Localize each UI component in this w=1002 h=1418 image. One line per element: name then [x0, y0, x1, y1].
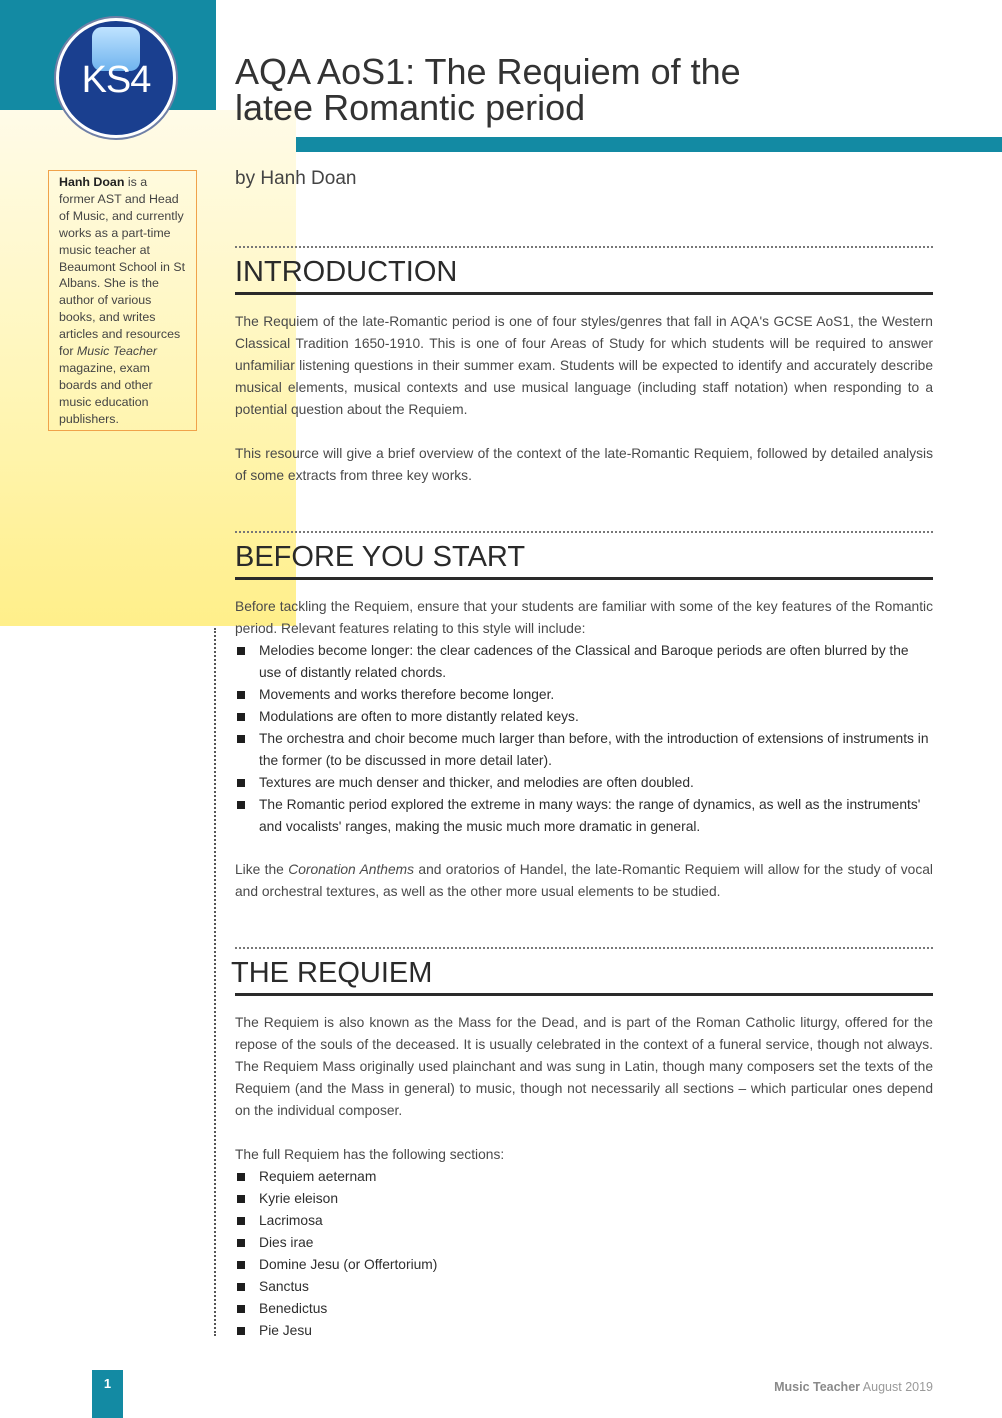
section-divider — [235, 531, 933, 533]
closing-text: Like the — [235, 862, 289, 877]
list-item: Pie Jesu — [235, 1320, 933, 1342]
closing-text-end: and oratorios of Handel, the late-Romantic Requiem will allow for the study of vocal and orchestral textures, as well as the other more usual elements to be studied. — [235, 862, 933, 899]
heading-rule — [235, 292, 933, 295]
section-heading: BEFORE YOU START — [235, 541, 526, 573]
title-line-2: latee Romantic period — [235, 87, 586, 128]
section-divider — [235, 246, 933, 248]
heading-rule — [235, 577, 933, 580]
coronation-anthems: Coronation Anthems — [288, 862, 415, 877]
footer-credit — [774, 1380, 933, 1394]
heading-rule — [235, 993, 933, 996]
list-item: Requiem aeternam — [235, 1166, 933, 1188]
requiem-paragraph-1: The Requiem is also known as the Mass for the Dead, and is part of the Roman Catholic liturgy, offered for the repose of the souls of the deceased. It is usually celebrated in the context of a funeral service, though not always. The Requiem Mass originally used plainchant and was sung in Latin, though many composers set the texts of the Requiem (and the Mass in general) to music, though not necessarily all sections – which particular ones depend on the individual composer. — [235, 1015, 933, 1118]
byline: by Hanh Doan — [235, 168, 357, 189]
section-the-requiem — [231, 947, 933, 1342]
magazine-name: Music Teacher — [774, 1380, 861, 1394]
before-closing — [235, 859, 933, 903]
page-title — [235, 51, 935, 128]
badge-label: KS4 — [81, 59, 151, 101]
list-item: Domine Jesu (or Offertorium) — [235, 1254, 933, 1276]
intro-paragraph-2: This resource will give a brief overview of the context of the late-Romantic Requiem, followed by detailed analysis of some extracts from three key works. — [235, 446, 933, 483]
author-bio-box — [48, 170, 197, 431]
requiem-sections-list — [235, 1166, 933, 1342]
list-item: Modulations are often to more distantly related keys. — [235, 706, 933, 728]
section-before-you-start — [235, 531, 933, 903]
list-item: Movements and works therefore become longer. — [235, 684, 933, 706]
list-item: Sanctus — [235, 1276, 933, 1298]
list-item: Kyrie eleison — [235, 1188, 933, 1210]
page-number: 1 — [92, 1370, 123, 1418]
list-item: Textures are much denser and thicker, and melodies are often doubled. — [235, 772, 933, 794]
title-line-1: AQA AoS1: The Requiem of the — [235, 51, 741, 92]
author-bio-text-end: magazine, exam boards and other music education publishers. — [59, 360, 153, 426]
list-item: Benedictus — [235, 1298, 933, 1320]
section-heading: INTRODUCTION — [235, 256, 458, 288]
intro-paragraph-1: The Requiem of the late-Romantic period is one of four styles/genres that fall in AQA's GCSE AoS1, the Western Classical Tradition 1650-1910. This is one of four Areas of Study for which students will be required to answer unfamiliar listening questions in their summer exam. Students will be expected to identify and accurately describe musical elements, musical contexts and use musical language (including staff notation) when responding to a potential question about the Requiem. — [235, 314, 933, 417]
before-intro: Before tackling the Requiem, ensure that your students are familiar with some of the key features of the Romantic period. Relevant features relating to this style will include: — [235, 599, 933, 636]
section-introduction — [235, 246, 933, 487]
title-underline-bar — [296, 137, 1002, 152]
list-item: The Romantic period explored the extreme in many ways: the range of dynamics, as well as the instruments' and vocalists' ranges, making the music much more dramatic in general. — [235, 794, 933, 838]
list-item: Melodies become longer: the clear cadences of the Classical and Baroque periods are often blurred by the use of distantly related chords. — [235, 640, 933, 684]
list-item: The orchestra and choir become much larger than before, with the introduction of extensions of instruments in the former (to be discussed in more detail later). — [235, 728, 933, 772]
issue-date: August 2019 — [860, 1380, 933, 1394]
author-bio-text: is a former AST and Head of Music, and currently works as a part-time music teacher at Beaumont School in St Albans. She is the author of various books, and writes articles and resources for — [59, 175, 186, 359]
section-divider — [235, 947, 933, 949]
requiem-sections-intro: The full Requiem has the following sections: — [235, 1147, 505, 1162]
list-item: Lacrimosa — [235, 1210, 933, 1232]
section-heading: THE REQUIEM — [231, 957, 433, 989]
ks4-badge — [56, 18, 176, 138]
publication-name: Music Teacher — [76, 344, 158, 359]
romantic-features-list — [235, 640, 933, 838]
author-name: Hanh Doan — [59, 175, 125, 189]
vertical-dotted-rule — [214, 628, 216, 1336]
list-item: Dies irae — [235, 1232, 933, 1254]
